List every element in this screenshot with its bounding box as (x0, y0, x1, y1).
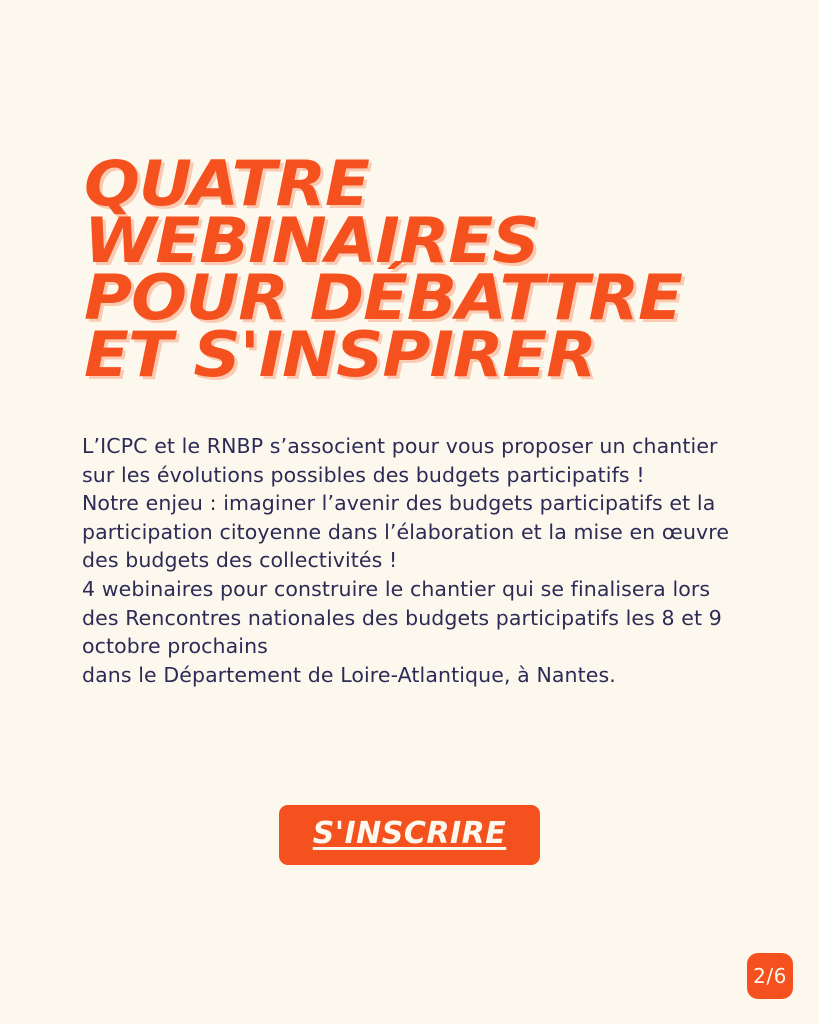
headline-line-2: WEBINAIRES (84, 204, 539, 277)
body-paragraph-1: L’ICPC et le RNBP s’associent pour vous proposer un chantier sur les évolutions possibles des budgets participatifs ! (82, 434, 718, 487)
body-paragraph-4: dans le Département de Loire-Atlantique, à Nantes. (82, 662, 616, 687)
headline-line-4: ET S'INSPIRER (84, 318, 596, 391)
page-title (84, 147, 744, 391)
page-indicator: 2/6 (747, 953, 793, 999)
register-button[interactable]: S'INSCRIRE (279, 805, 541, 865)
body-paragraph-3: 4 webinaires pour construire le chantier qui se finalisera lors des Rencontres nationales des budgets participatifs les 8 et 9 octobre prochains (82, 576, 722, 659)
cta-container (0, 805, 819, 865)
headline-line-3: POUR DÉBATTRE (84, 261, 682, 334)
body-copy (82, 432, 737, 689)
headline-line-1: QUATRE (84, 147, 369, 220)
body-paragraph-2: Notre enjeu : imaginer l’avenir des budgets participatifs et la participation citoyenne dans l’élaboration et la mise en œuvre des budgets des collectivités ! (82, 491, 730, 573)
